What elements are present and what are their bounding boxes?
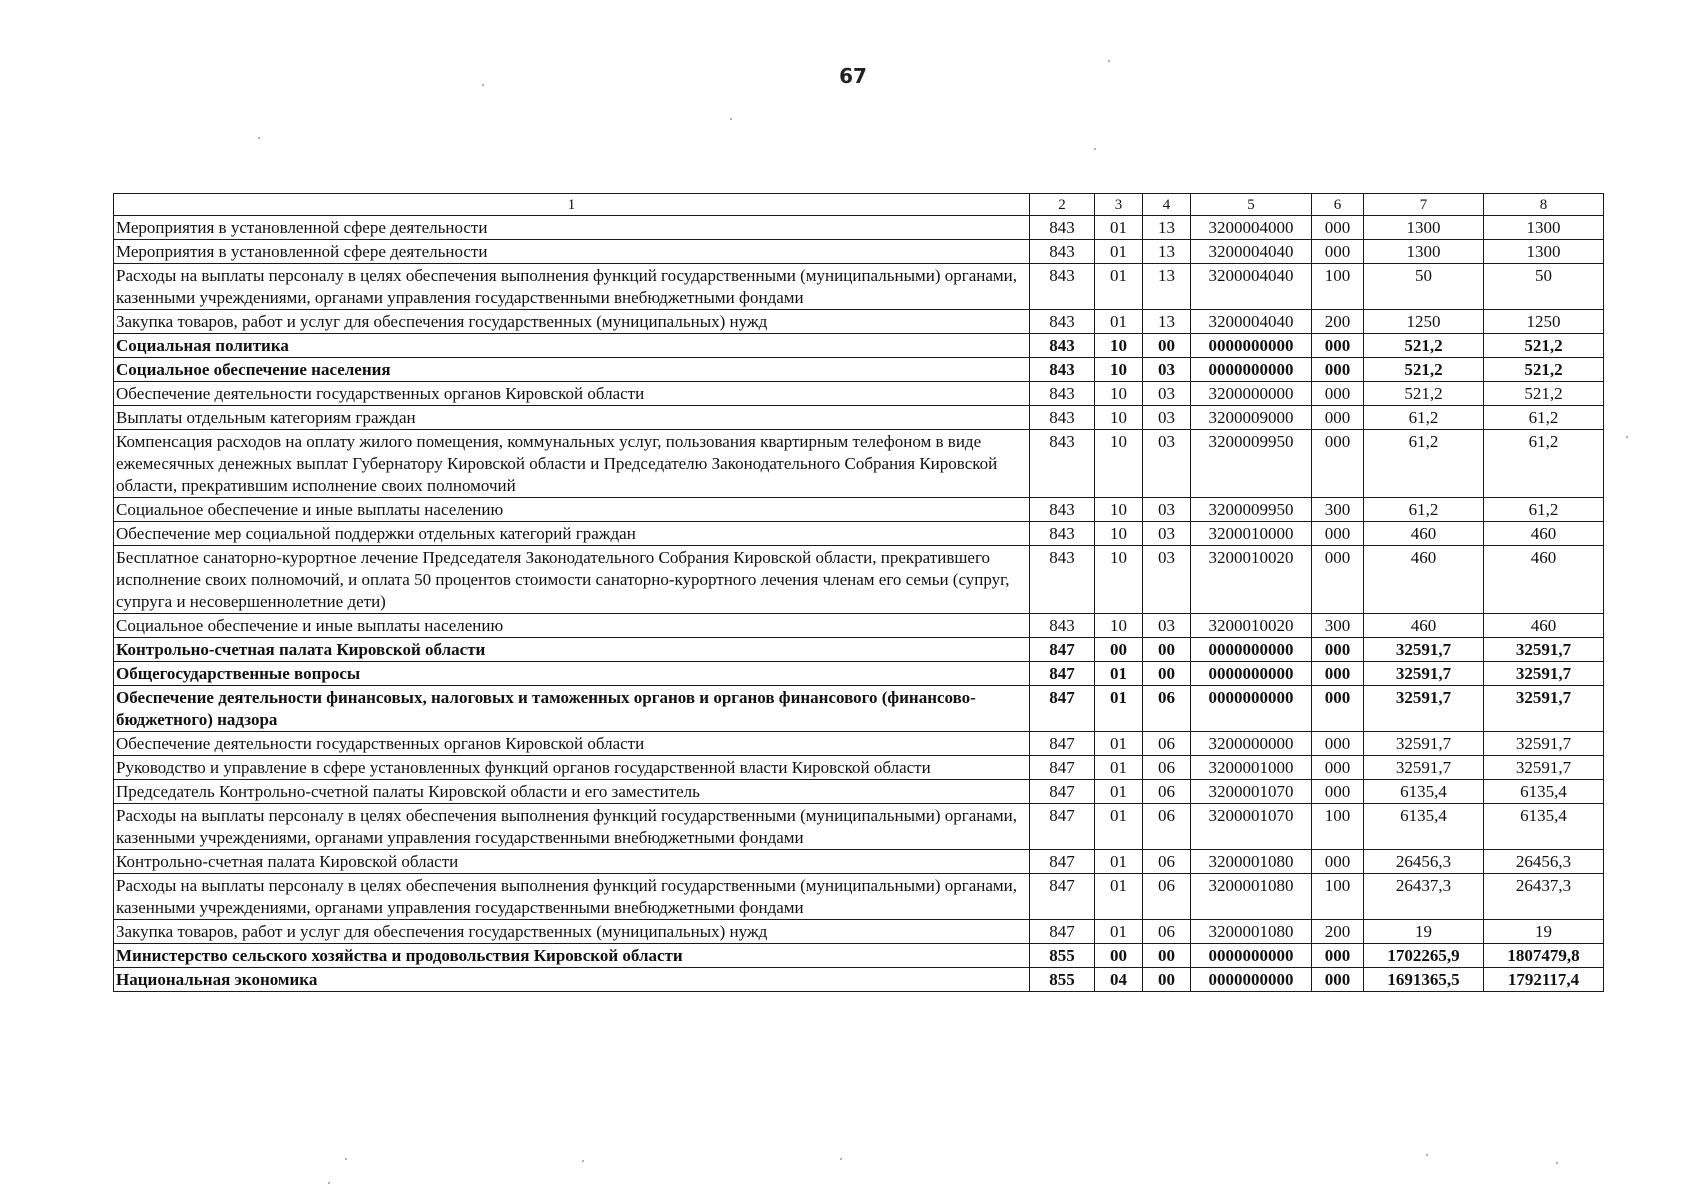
- row-value-cell: 3200001070: [1191, 780, 1312, 804]
- row-value-cell: 0000000000: [1191, 968, 1312, 992]
- row-value-cell: 1807479,8: [1484, 944, 1604, 968]
- row-value-cell: 06: [1143, 732, 1191, 756]
- row-value-cell: 10: [1095, 546, 1143, 614]
- row-value-cell: 843: [1030, 216, 1095, 240]
- row-value-cell: 03: [1143, 522, 1191, 546]
- table-row: [114, 382, 1604, 406]
- row-value-cell: 32591,7: [1484, 732, 1604, 756]
- row-value-cell: 000: [1312, 358, 1364, 382]
- row-value-cell: 32591,7: [1364, 756, 1484, 780]
- row-value-cell: 01: [1095, 216, 1143, 240]
- row-value-cell: 200: [1312, 310, 1364, 334]
- scan-speck: [582, 1160, 584, 1162]
- row-value-cell: 1300: [1484, 240, 1604, 264]
- row-value-cell: 32591,7: [1484, 662, 1604, 686]
- row-value-cell: 000: [1312, 732, 1364, 756]
- row-value-cell: 843: [1030, 358, 1095, 382]
- row-value-cell: 521,2: [1364, 334, 1484, 358]
- row-value-cell: 521,2: [1364, 382, 1484, 406]
- column-header: 1: [114, 194, 1030, 216]
- scan-speck: [482, 84, 484, 86]
- row-value-cell: 06: [1143, 686, 1191, 732]
- row-value-cell: 03: [1143, 614, 1191, 638]
- row-value-cell: 50: [1484, 264, 1604, 310]
- row-value-cell: 03: [1143, 546, 1191, 614]
- row-value-cell: 26456,3: [1364, 850, 1484, 874]
- row-value-cell: 00: [1095, 944, 1143, 968]
- row-value-cell: 01: [1095, 686, 1143, 732]
- row-value-cell: 01: [1095, 732, 1143, 756]
- row-value-cell: 0000000000: [1191, 686, 1312, 732]
- row-value-cell: 04: [1095, 968, 1143, 992]
- row-value-cell: 1702265,9: [1364, 944, 1484, 968]
- scan-speck: [1426, 1154, 1428, 1156]
- table-body: [114, 216, 1604, 992]
- row-value-cell: 00: [1143, 944, 1191, 968]
- row-value-cell: 32591,7: [1364, 686, 1484, 732]
- row-value-cell: 3200000000: [1191, 732, 1312, 756]
- row-value-cell: 01: [1095, 920, 1143, 944]
- row-value-cell: 01: [1095, 662, 1143, 686]
- table-row: [114, 240, 1604, 264]
- row-value-cell: 300: [1312, 498, 1364, 522]
- row-name-cell: Общегосударственные вопросы: [114, 662, 1030, 686]
- row-value-cell: 0000000000: [1191, 334, 1312, 358]
- row-value-cell: 847: [1030, 780, 1095, 804]
- row-value-cell: 3200001080: [1191, 874, 1312, 920]
- row-value-cell: 32591,7: [1484, 756, 1604, 780]
- row-value-cell: 460: [1484, 522, 1604, 546]
- row-value-cell: 00: [1143, 662, 1191, 686]
- row-value-cell: 03: [1143, 358, 1191, 382]
- row-value-cell: 847: [1030, 804, 1095, 850]
- row-value-cell: 460: [1364, 546, 1484, 614]
- row-value-cell: 13: [1143, 310, 1191, 334]
- row-value-cell: 32591,7: [1484, 638, 1604, 662]
- column-header: 8: [1484, 194, 1604, 216]
- row-name-cell: Мероприятия в установленной сфере деятельности: [114, 216, 1030, 240]
- table-row: [114, 310, 1604, 334]
- row-value-cell: 521,2: [1484, 334, 1604, 358]
- row-value-cell: 32591,7: [1364, 638, 1484, 662]
- table-row: [114, 358, 1604, 382]
- row-value-cell: 26456,3: [1484, 850, 1604, 874]
- row-value-cell: 10: [1095, 358, 1143, 382]
- table-row: [114, 334, 1604, 358]
- table-row: [114, 968, 1604, 992]
- table-row: [114, 756, 1604, 780]
- table-row: [114, 614, 1604, 638]
- row-name-cell: Бесплатное санаторно-курортное лечение Председателя Законодательного Собрания Кировской области, прекратившего исполнение своих полномочий, и оплата 50 процентов стоимости санаторно-курортного лечения членам его семьи (супруг, супруга и несовершеннолетние дети): [114, 546, 1030, 614]
- row-value-cell: 03: [1143, 430, 1191, 498]
- row-name-cell: Национальная экономика: [114, 968, 1030, 992]
- row-value-cell: 460: [1484, 546, 1604, 614]
- row-value-cell: 13: [1143, 240, 1191, 264]
- row-value-cell: 000: [1312, 638, 1364, 662]
- row-name-cell: Социальное обеспечение и иные выплаты населению: [114, 498, 1030, 522]
- row-value-cell: 03: [1143, 406, 1191, 430]
- budget-table: [113, 193, 1604, 992]
- row-value-cell: 3200004000: [1191, 216, 1312, 240]
- scan-speck: [1108, 60, 1110, 62]
- row-value-cell: 1250: [1484, 310, 1604, 334]
- row-value-cell: 0000000000: [1191, 638, 1312, 662]
- row-value-cell: 61,2: [1364, 406, 1484, 430]
- row-value-cell: 521,2: [1484, 358, 1604, 382]
- row-value-cell: 10: [1095, 430, 1143, 498]
- row-name-cell: Выплаты отдельным категориям граждан: [114, 406, 1030, 430]
- row-value-cell: 01: [1095, 850, 1143, 874]
- row-value-cell: 3200001080: [1191, 850, 1312, 874]
- column-header: 4: [1143, 194, 1191, 216]
- row-name-cell: Контрольно-счетная палата Кировской области: [114, 638, 1030, 662]
- row-value-cell: 521,2: [1484, 382, 1604, 406]
- row-value-cell: 847: [1030, 732, 1095, 756]
- scan-speck: [1626, 436, 1628, 438]
- row-value-cell: 3200010020: [1191, 614, 1312, 638]
- row-value-cell: 000: [1312, 546, 1364, 614]
- row-value-cell: 3200009950: [1191, 498, 1312, 522]
- row-value-cell: 843: [1030, 430, 1095, 498]
- row-value-cell: 10: [1095, 614, 1143, 638]
- row-value-cell: 847: [1030, 756, 1095, 780]
- row-name-cell: Обеспечение деятельности государственных органов Кировской области: [114, 732, 1030, 756]
- row-value-cell: 000: [1312, 756, 1364, 780]
- row-value-cell: 843: [1030, 382, 1095, 406]
- row-value-cell: 26437,3: [1364, 874, 1484, 920]
- table-row: [114, 546, 1604, 614]
- row-name-cell: Председатель Контрольно-счетной палаты Кировской области и его заместитель: [114, 780, 1030, 804]
- row-value-cell: 000: [1312, 686, 1364, 732]
- row-value-cell: 10: [1095, 498, 1143, 522]
- row-name-cell: Руководство и управление в сфере установленных функций органов государственной власти Кировской области: [114, 756, 1030, 780]
- scan-speck: [258, 137, 260, 139]
- row-value-cell: 843: [1030, 264, 1095, 310]
- row-value-cell: 00: [1143, 334, 1191, 358]
- column-header: 7: [1364, 194, 1484, 216]
- row-value-cell: 847: [1030, 874, 1095, 920]
- row-value-cell: 100: [1312, 804, 1364, 850]
- row-name-cell: Расходы на выплаты персоналу в целях обеспечения выполнения функций государственными (муниципальными) органами, казенными учреждениями, органами управления государственными внебюджетными фондами: [114, 264, 1030, 310]
- row-value-cell: 3200004040: [1191, 240, 1312, 264]
- row-value-cell: 1300: [1364, 240, 1484, 264]
- scan-speck: [730, 118, 732, 120]
- row-name-cell: Компенсация расходов на оплату жилого помещения, коммунальных услуг, пользования квартирным телефоном в виде ежемесячных денежных выплат Губернатору Кировской области и Председателю Законодательного Собрания Кировской области, прекратившим исполнение своих полномочий: [114, 430, 1030, 498]
- row-value-cell: 843: [1030, 498, 1095, 522]
- row-value-cell: 01: [1095, 264, 1143, 310]
- table-row: [114, 430, 1604, 498]
- row-value-cell: 06: [1143, 920, 1191, 944]
- row-value-cell: 000: [1312, 522, 1364, 546]
- row-value-cell: 32591,7: [1484, 686, 1604, 732]
- row-value-cell: 000: [1312, 216, 1364, 240]
- row-value-cell: 01: [1095, 756, 1143, 780]
- row-name-cell: Обеспечение деятельности государственных органов Кировской области: [114, 382, 1030, 406]
- scan-speck: [328, 1182, 330, 1184]
- table-row: [114, 662, 1604, 686]
- row-value-cell: 01: [1095, 310, 1143, 334]
- row-value-cell: 1792117,4: [1484, 968, 1604, 992]
- row-value-cell: 855: [1030, 968, 1095, 992]
- row-value-cell: 3200010020: [1191, 546, 1312, 614]
- table-row: [114, 216, 1604, 240]
- row-value-cell: 3200001080: [1191, 920, 1312, 944]
- row-value-cell: 01: [1095, 780, 1143, 804]
- row-value-cell: 000: [1312, 944, 1364, 968]
- row-value-cell: 521,2: [1364, 358, 1484, 382]
- column-header: 6: [1312, 194, 1364, 216]
- row-value-cell: 1300: [1364, 216, 1484, 240]
- row-value-cell: 0000000000: [1191, 944, 1312, 968]
- row-value-cell: 000: [1312, 662, 1364, 686]
- page-number: 67: [839, 64, 867, 88]
- table-row: [114, 498, 1604, 522]
- row-value-cell: 000: [1312, 780, 1364, 804]
- row-value-cell: 100: [1312, 874, 1364, 920]
- table-row: [114, 920, 1604, 944]
- scan-speck: [1094, 148, 1096, 150]
- row-name-cell: Закупка товаров, работ и услуг для обеспечения государственных (муниципальных) нужд: [114, 310, 1030, 334]
- row-value-cell: 843: [1030, 522, 1095, 546]
- row-value-cell: 000: [1312, 968, 1364, 992]
- row-value-cell: 19: [1484, 920, 1604, 944]
- scan-speck: [840, 1158, 842, 1160]
- row-value-cell: 32591,7: [1364, 732, 1484, 756]
- table-row: [114, 780, 1604, 804]
- row-value-cell: 01: [1095, 874, 1143, 920]
- column-header: 2: [1030, 194, 1095, 216]
- row-value-cell: 000: [1312, 334, 1364, 358]
- row-value-cell: 10: [1095, 382, 1143, 406]
- row-value-cell: 06: [1143, 804, 1191, 850]
- row-value-cell: 61,2: [1484, 406, 1604, 430]
- row-value-cell: 843: [1030, 240, 1095, 264]
- row-value-cell: 847: [1030, 638, 1095, 662]
- row-value-cell: 300: [1312, 614, 1364, 638]
- row-name-cell: Социальное обеспечение и иные выплаты населению: [114, 614, 1030, 638]
- row-value-cell: 00: [1095, 638, 1143, 662]
- row-name-cell: Министерство сельского хозяйства и продовольствия Кировской области: [114, 944, 1030, 968]
- row-name-cell: Расходы на выплаты персоналу в целях обеспечения выполнения функций государственными (муниципальными) органами, казенными учреждениями, органами управления государственными внебюджетными фондами: [114, 874, 1030, 920]
- row-value-cell: 3200010000: [1191, 522, 1312, 546]
- row-value-cell: 01: [1095, 240, 1143, 264]
- row-value-cell: 3200004040: [1191, 264, 1312, 310]
- row-value-cell: 00: [1143, 638, 1191, 662]
- table-row: [114, 406, 1604, 430]
- table-row: [114, 686, 1604, 732]
- row-value-cell: 847: [1030, 850, 1095, 874]
- row-value-cell: 3200000000: [1191, 382, 1312, 406]
- row-value-cell: 1691365,5: [1364, 968, 1484, 992]
- row-value-cell: 6135,4: [1484, 780, 1604, 804]
- table-row: [114, 264, 1604, 310]
- row-value-cell: 000: [1312, 850, 1364, 874]
- row-value-cell: 460: [1364, 614, 1484, 638]
- row-value-cell: 6135,4: [1364, 804, 1484, 850]
- row-name-cell: Контрольно-счетная палата Кировской области: [114, 850, 1030, 874]
- row-value-cell: 50: [1364, 264, 1484, 310]
- row-value-cell: 06: [1143, 850, 1191, 874]
- row-value-cell: 460: [1484, 614, 1604, 638]
- row-value-cell: 26437,3: [1484, 874, 1604, 920]
- row-value-cell: 100: [1312, 264, 1364, 310]
- row-value-cell: 19: [1364, 920, 1484, 944]
- row-value-cell: 0000000000: [1191, 358, 1312, 382]
- row-value-cell: 10: [1095, 406, 1143, 430]
- row-value-cell: 61,2: [1364, 430, 1484, 498]
- table-header-row: [114, 194, 1604, 216]
- table-row: [114, 850, 1604, 874]
- table-row: [114, 732, 1604, 756]
- row-value-cell: 460: [1364, 522, 1484, 546]
- row-value-cell: 00: [1143, 968, 1191, 992]
- row-name-cell: Обеспечение мер социальной поддержки отдельных категорий граждан: [114, 522, 1030, 546]
- row-value-cell: 843: [1030, 310, 1095, 334]
- row-name-cell: Обеспечение деятельности финансовых, налоговых и таможенных органов и органов финансового (финансово-бюджетного) надзора: [114, 686, 1030, 732]
- row-value-cell: 13: [1143, 264, 1191, 310]
- row-value-cell: 1300: [1484, 216, 1604, 240]
- row-value-cell: 3200004040: [1191, 310, 1312, 334]
- row-value-cell: 843: [1030, 334, 1095, 358]
- table-row: [114, 638, 1604, 662]
- row-value-cell: 3200009000: [1191, 406, 1312, 430]
- row-value-cell: 01: [1095, 804, 1143, 850]
- scan-speck: [345, 1158, 347, 1160]
- scan-speck: [1556, 1162, 1558, 1164]
- row-value-cell: 13: [1143, 216, 1191, 240]
- row-value-cell: 03: [1143, 382, 1191, 406]
- row-name-cell: Расходы на выплаты персоналу в целях обеспечения выполнения функций государственными (муниципальными) органами, казенными учреждениями, органами управления государственными внебюджетными фондами: [114, 804, 1030, 850]
- row-value-cell: 10: [1095, 334, 1143, 358]
- column-header: 3: [1095, 194, 1143, 216]
- row-value-cell: 03: [1143, 498, 1191, 522]
- row-value-cell: 1250: [1364, 310, 1484, 334]
- row-value-cell: 6135,4: [1484, 804, 1604, 850]
- row-value-cell: 000: [1312, 430, 1364, 498]
- row-value-cell: 06: [1143, 874, 1191, 920]
- row-name-cell: Закупка товаров, работ и услуг для обеспечения государственных (муниципальных) нужд: [114, 920, 1030, 944]
- row-name-cell: Социальное обеспечение населения: [114, 358, 1030, 382]
- row-value-cell: 0000000000: [1191, 662, 1312, 686]
- column-header: 5: [1191, 194, 1312, 216]
- row-name-cell: Мероприятия в установленной сфере деятельности: [114, 240, 1030, 264]
- row-value-cell: 843: [1030, 406, 1095, 430]
- row-value-cell: 200: [1312, 920, 1364, 944]
- row-value-cell: 843: [1030, 546, 1095, 614]
- row-value-cell: 61,2: [1484, 430, 1604, 498]
- row-value-cell: 61,2: [1484, 498, 1604, 522]
- row-value-cell: 847: [1030, 686, 1095, 732]
- table-row: [114, 874, 1604, 920]
- row-value-cell: 843: [1030, 614, 1095, 638]
- row-value-cell: 000: [1312, 406, 1364, 430]
- row-value-cell: 32591,7: [1364, 662, 1484, 686]
- row-value-cell: 3200009950: [1191, 430, 1312, 498]
- row-value-cell: 61,2: [1364, 498, 1484, 522]
- table-row: [114, 804, 1604, 850]
- row-value-cell: 3200001000: [1191, 756, 1312, 780]
- row-value-cell: 000: [1312, 240, 1364, 264]
- row-value-cell: 847: [1030, 920, 1095, 944]
- row-value-cell: 06: [1143, 756, 1191, 780]
- table-row: [114, 522, 1604, 546]
- row-name-cell: Социальная политика: [114, 334, 1030, 358]
- row-value-cell: 06: [1143, 780, 1191, 804]
- table-row: [114, 944, 1604, 968]
- row-value-cell: 000: [1312, 382, 1364, 406]
- row-value-cell: 10: [1095, 522, 1143, 546]
- row-value-cell: 3200001070: [1191, 804, 1312, 850]
- row-value-cell: 847: [1030, 662, 1095, 686]
- row-value-cell: 855: [1030, 944, 1095, 968]
- row-value-cell: 6135,4: [1364, 780, 1484, 804]
